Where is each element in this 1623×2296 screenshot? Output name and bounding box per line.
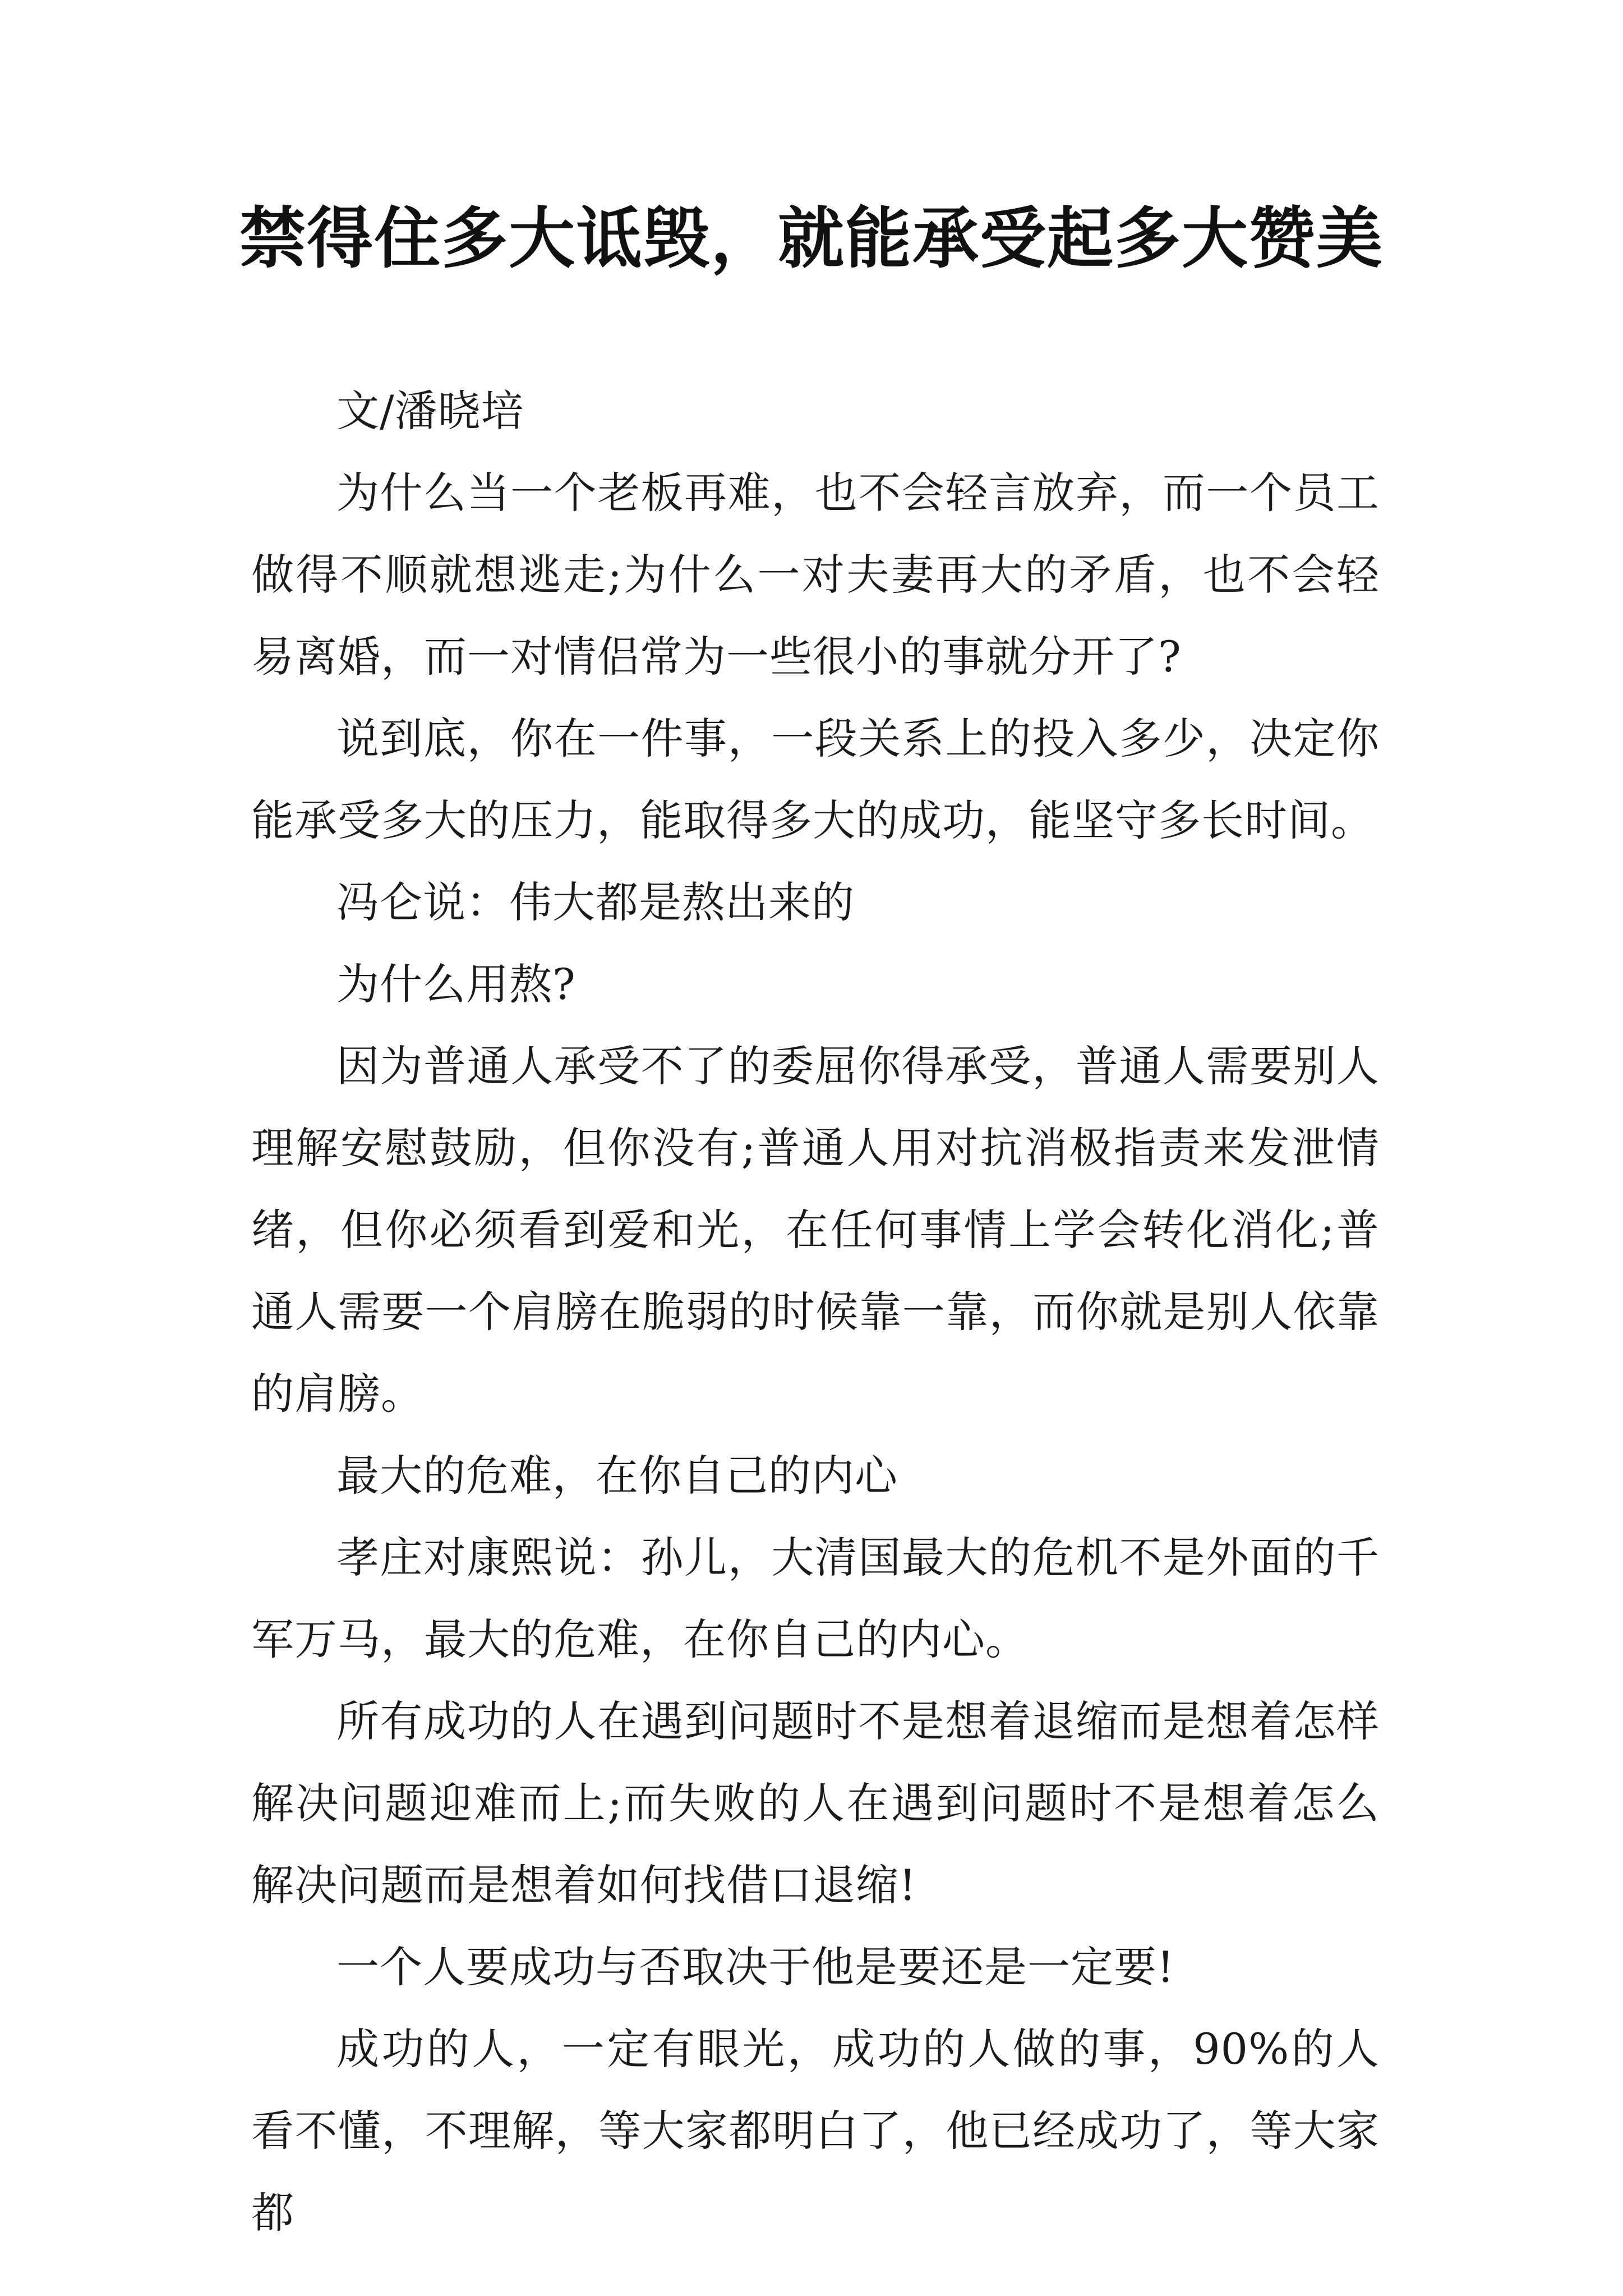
paragraph: 所有成功的人在遇到问题时不是想着退缩而是想着怎样解决问题迎难而上;而失败的人在遇到问题时不是想着怎么解决问题而是想着如何找借口退缩! [251, 1696, 1380, 1910]
paragraph: 因为普通人承受不了的委屈你得承受，普通人需要别人理解安慰鼓励，但你没有;普通人用对抗消极指责来发泄情绪，但你必须看到爱和光，在任何事情上学会转化消化;普通人需要一个肩膀在脆弱的时候靠一靠，而你就是别人依靠的肩膀。 [251, 1041, 1380, 1419]
paragraph: 为什么当一个老板再难，也不会轻言放弃，而一个员工做得不顺就想逃走;为什么一对夫妻再大的矛盾，也不会轻易离婚，而一对情侣常为一些很小的事就分开了? [251, 468, 1380, 682]
author-line: 文/潘晓培 [336, 386, 524, 436]
paragraph: 一个人要成功与否取决于他是要还是一定要! [336, 1942, 1175, 1992]
paragraph: 成功的人，一定有眼光，成功的人做的事，90%的人看不懂，不理解，等大家都明白了，他已经成功了，等大家都 [251, 2024, 1380, 2238]
section-heading: 最大的危难，在你自己的内心 [336, 1451, 898, 1501]
paragraph: 冯仑说：伟大都是熬出来的 [336, 877, 855, 927]
paragraph: 说到底，你在一件事，一段关系上的投入多少，决定你能承受多大的压力，能取得多大的成功，能坚守多长时间。 [251, 714, 1380, 845]
document-title: 禁得住多大诋毁，就能承受起多大赞美 [239, 200, 1384, 277]
paragraph: 孝庄对康熙说：孙儿，大清国最大的危机不是外面的千军万马，最大的危难，在你自己的内心。 [251, 1533, 1380, 1664]
document-body [251, 370, 1380, 2254]
paragraph: 为什么用熬? [336, 959, 576, 1009]
